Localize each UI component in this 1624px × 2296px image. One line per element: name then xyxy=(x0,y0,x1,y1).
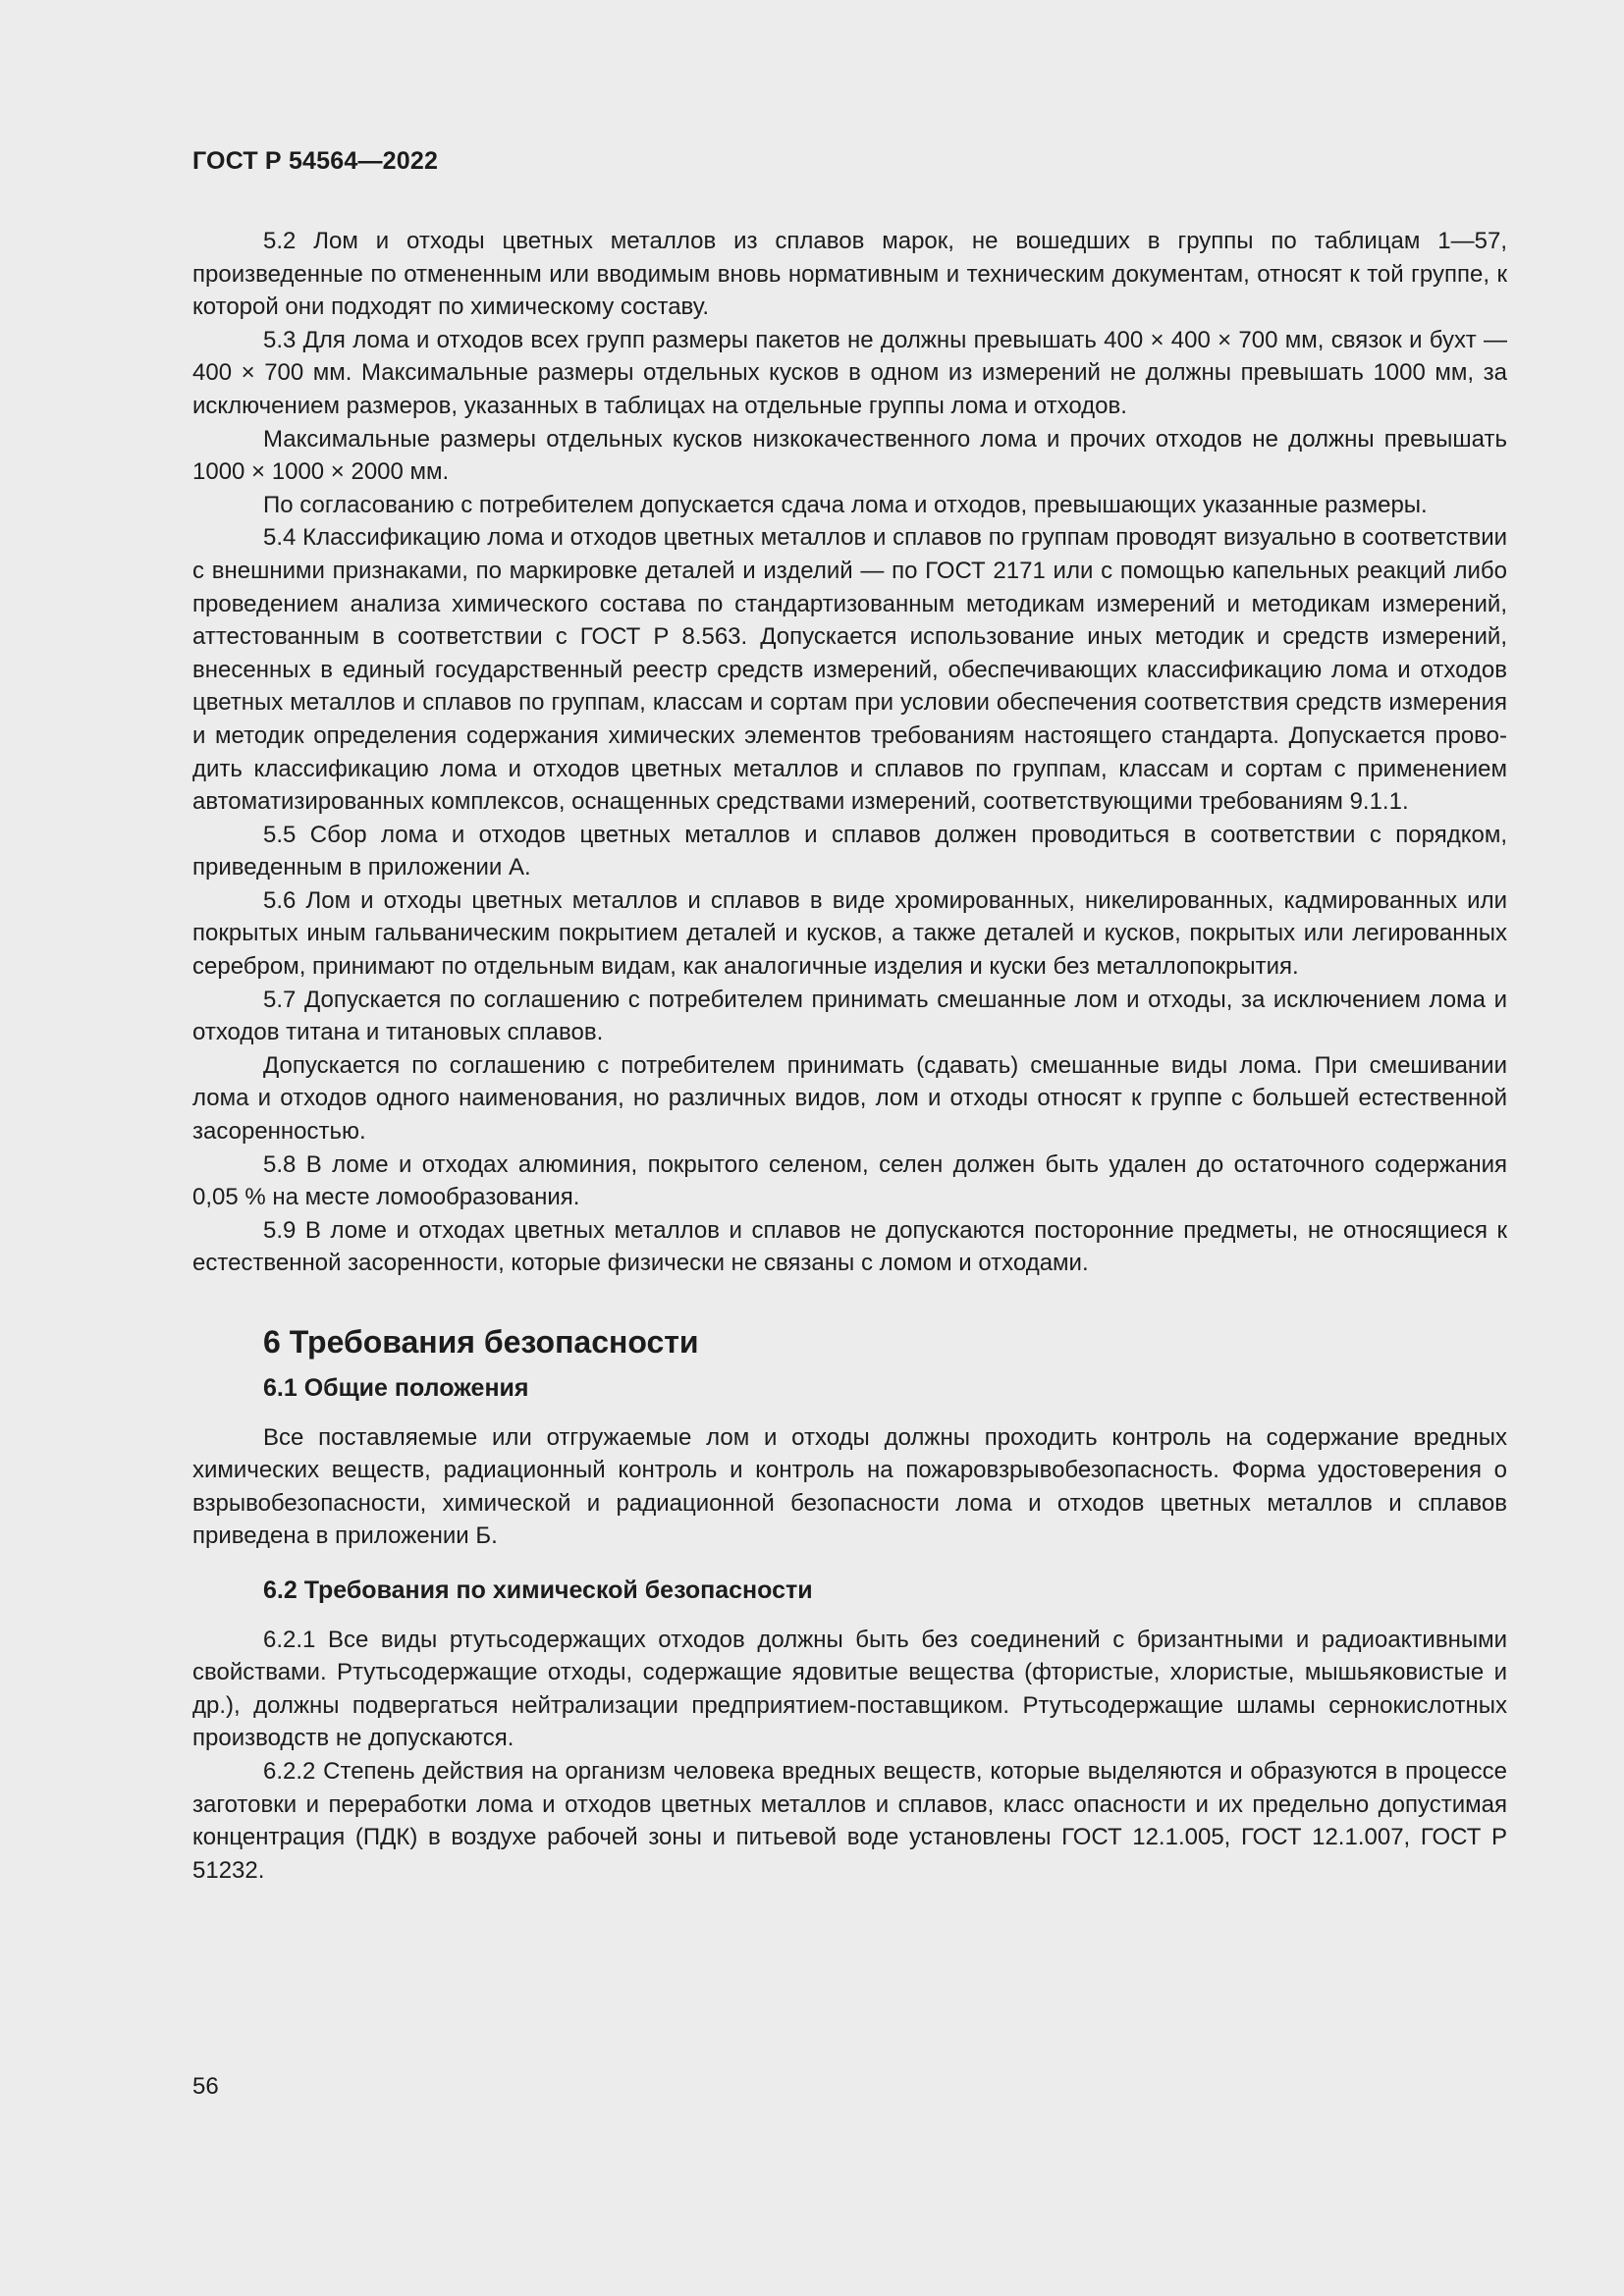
subsection-6-1-heading: 6.1 Общие положения xyxy=(263,1374,529,1402)
section-6-heading: 6 Требования безопасности xyxy=(263,1324,699,1360)
paragraph-5-5: 5.5 Сбор лома и отходов цветных металлов и сплавов должен проводиться в соответствии с порядком, приведенным в приложении А. xyxy=(192,821,1507,881)
paragraph-5-3-max-sizes: Максимальные размеры отдельных кусков низкокачественного лома и прочих отходов не должны превышать 1000 × 1000 × 2000 мм. xyxy=(192,425,1507,486)
paragraph-6-1: Все поставляемые или отгружаемые лом и отходы должны проходить контроль на содержание вредных химических веществ, радиационный контроль и контроль на пожаровзрывобезопасность. Форма удостоверения о взрывобезопасности, химической и радиационной безопасности лома и отходов цветных металлов и сплавов приведена в приложении Б. xyxy=(192,1423,1507,1550)
page-number: 56 xyxy=(192,2073,219,2100)
paragraph-5-6: 5.6 Лом и отходы цветных металлов и сплавов в виде хромированных, никелированных, кадмированных или покрытых иным гальваническим покрытием деталей и кусков, а также деталей и кусков, покрытых или легированных серебром, принимают по отдельным видам, как аналогичные изделия и куски без металлопокрытия. xyxy=(192,886,1507,981)
paragraph-5-3-agreement: По согласованию с потребителем допускается сдача лома и отходов, превышающих указанные размеры. xyxy=(263,491,1428,518)
paragraph-5-3: 5.3 Для лома и отходов всех групп размеры пакетов не должны превышать 400 × 400 × 700 мм, связок и бухт — 400 × 700 мм. Максимальные размеры отдельных кусков в одном из измерений не должны превышать 1000 мм, за исключением размеров, указанных в таблицах на отдельные группы лома и отходов. xyxy=(192,326,1507,419)
document-header-code: ГОСТ Р 54564—2022 xyxy=(192,147,439,175)
paragraph-6-2-1: 6.2.1 Все виды ртутьсодержащих отходов должны быть без соединений с бризантными и радиоактивными свойствами. Ртутьсодержащие отходы, содержащие ядовитые вещества (фтористые, хлористые, мышьяковистые и др.), должны подвергаться нейтрализации предприятием-поставщиком. Ртутьсодержащие шламы сернокислотных производств не допускаются. xyxy=(192,1626,1507,1752)
paragraph-5-8: 5.8 В ломе и отходах алюминия, покрытого селеном, селен должен быть удален до остаточного содержания 0,05 % на месте ломообразования. xyxy=(192,1150,1507,1211)
paragraph-5-4: 5.4 Классификацию лома и отходов цветных металлов и сплавов по группам проводят визуально в соответствии с внешними признаками, по маркировке деталей и изделий — по ГОСТ 2171 или с помощью капельных реакций либо проведением анализа химического состава по стандартизованным методикам измерений и методикам измерений, аттестованным в соответствии с ГОСТ Р 8.563. Допускается использование иных методик и средств измерений, внесенных в единый государственный реестр средств измерений, обеспечивающих классификацию лома и отходов цветных металлов и сплавов по группам, классам и сортам при условии обеспечения соответствия средств измерения и методик определения содержания химических элементов требованиям настоящего стандарта. Допускается проводить классификацию лома и отходов цветных металлов и сплавов по группам, классам и сортам с применением автоматизированных комплексов, оснащенных средствами измерений, соответствующими требованиям 9.1.1. xyxy=(192,524,1507,816)
document-body xyxy=(192,225,1507,1887)
paragraph-5-9: 5.9 В ломе и отходах цветных металлов и сплавов не допускаются посторонние предметы, не относящиеся к естественной засоренности, которые физически не связаны с ломом и отходами. xyxy=(192,1216,1507,1277)
subsection-6-2-heading: 6.2 Требования по химической безопасности xyxy=(263,1575,813,1604)
paragraph-5-7: 5.7 Допускается по соглашению с потребителем принимать смешанные лом и отходы, за исключением лома и отходов титана и титановых сплавов. xyxy=(192,986,1507,1046)
paragraph-5-7-mixed: Допускается по соглашению с потребителем принимать (сдавать) смешанные виды лома. При смешивании лома и отходов одного наименования, но различных видов, лом и отходы относят к группе с большей естественной засоренностью. xyxy=(192,1051,1507,1146)
paragraph-6-2-2: 6.2.2 Степень действия на организм человека вредных веществ, которые выделяются и образуются в процессе заготовки и переработки лома и отходов цветных металлов и сплавов, класс опасности и их предельно допустимая концентрация (ПДК) в воздухе рабочей зоны и питьевой воде установлены ГОСТ 12.1.005, ГОСТ 12.1.007, ГОСТ Р 51232. xyxy=(192,1757,1507,1884)
paragraph-5-2: 5.2 Лом и отходы цветных металлов из сплавов марок, не вошедших в группы по таблицам 1—57, произведенные по отмененным или вводимым вновь нормативным и техническим документам, относят к той группе, к которой они подходят по химическому составу. xyxy=(192,228,1507,321)
